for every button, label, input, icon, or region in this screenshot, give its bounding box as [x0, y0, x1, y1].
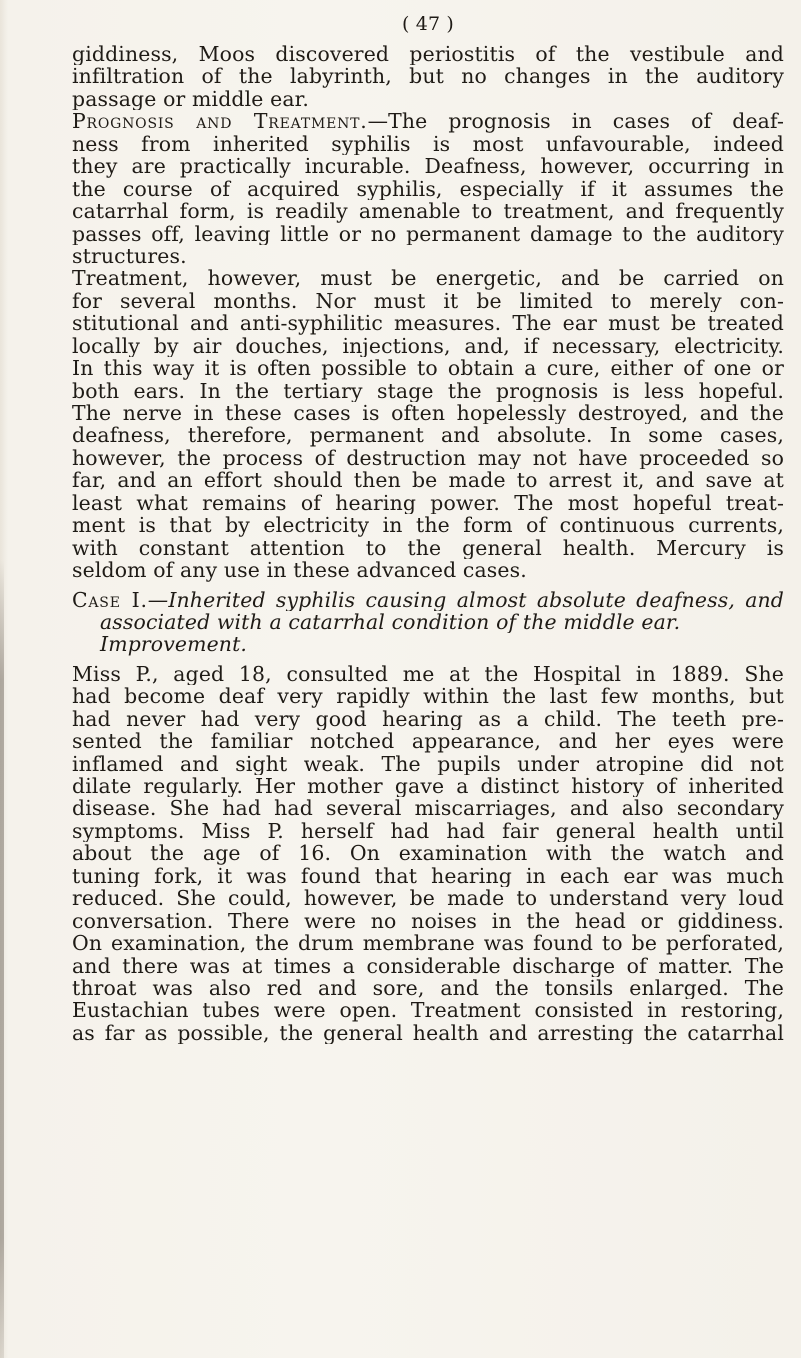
text-span: —The prognosis in cases of deaf-	[367, 110, 784, 133]
case-title: Improvement.	[100, 633, 248, 656]
text-line: for several months. Nor must it be limited to merely con-	[72, 289, 784, 313]
text-line: they are practically incurable. Deafness, however, occurring in	[72, 155, 784, 178]
page-number: ( 47 )	[402, 13, 454, 35]
case-title: associated with a catarrhal condition of the middle ear.	[100, 610, 681, 634]
case-heading	[72, 589, 784, 656]
text-line: Treatment, however, must be energetic, and be carried on	[72, 267, 784, 290]
text-line: giddiness, Moos discovered periostitis of the vestibule and	[72, 43, 784, 66]
text-line: In this way it is often possible to obtain a cure, either of one or	[72, 357, 784, 380]
text-line: sented the familiar notched appearance, and her eyes were	[72, 730, 784, 753]
text-line: as far as possible, the general health and arresting the catarrhal	[72, 1021, 784, 1045]
section-heading: Prognosis and Treatment.	[72, 110, 368, 133]
paragraph-intro	[72, 43, 784, 110]
page-text	[72, 12, 784, 1044]
text-line: The nerve in these cases is often hopelessly destroyed, and the	[72, 402, 784, 425]
text-line: symptoms. Miss P. herself had had fair general health until	[72, 819, 784, 843]
text-line: passage or middle ear.	[72, 87, 309, 111]
text-line: about the age of 16. On examination with the watch and	[72, 842, 784, 865]
text-line: far, and an effort should then be made to arrest it, and save at	[72, 469, 784, 492]
text-line: dilate regularly. Her mother gave a distinct history of inherited	[72, 775, 784, 798]
text-line: had become deaf very rapidly within the last few months, but	[72, 685, 784, 708]
text-line: had never had very good hearing as a child. The teeth pre-	[72, 707, 784, 731]
text-line: passes off, leaving little or no permanent damage to the auditory	[72, 222, 784, 245]
text-line	[72, 611, 784, 633]
text-line: disease. She had had several miscarriages, and also secondary	[72, 797, 784, 820]
text-line	[72, 589, 784, 611]
text-line: tuning fork, it was found that hearing in each ear was much	[72, 864, 784, 888]
text-line: stitutional and anti-syphilitic measures. The ear must be treated	[72, 312, 784, 335]
text-line	[72, 110, 784, 132]
text-line: both ears. In the tertiary stage the prognosis is less hopeful.	[72, 379, 784, 402]
case-title: —Inherited syphilis causing almost absolute deafness, and	[147, 588, 784, 611]
text-line: least what remains of hearing power. The most hopeful treat-	[72, 491, 784, 515]
paragraph-gap	[72, 582, 784, 589]
text-line: conversation. There were no noises in the head or giddiness.	[72, 909, 784, 933]
text-line: infiltration of the labyrinth, but no changes in the auditory	[72, 65, 784, 88]
text-line: locally by air douches, injections, and, if necessary, electricity.	[72, 334, 784, 358]
case-label: Case I.	[72, 588, 148, 611]
text-line: with constant attention to the general health. Mercury is	[72, 536, 784, 560]
text-line: seldom of any use in these advanced cases.	[72, 559, 527, 582]
text-line: ness from inherited syphilis is most unfavourable, indeed	[72, 132, 784, 156]
text-line: throat was also red and sore, and the tonsils enlarged. The	[72, 976, 784, 1000]
text-line: On examination, the drum membrane was found to be perforated,	[72, 932, 784, 955]
text-line: catarrhal form, is readily amenable to treatment, and frequently	[72, 200, 784, 223]
text-line: reduced. She could, however, be made to understand very loud	[72, 887, 784, 910]
paragraph-treatment	[72, 267, 784, 581]
text-line: Miss P., aged 18, consulted me at the Hospital in 1889. She	[72, 662, 784, 686]
paragraph-prognosis	[72, 110, 784, 267]
paragraph-case-body	[72, 663, 784, 1044]
text-line: deafness, therefore, permanent and absolute. In some cases,	[72, 424, 784, 447]
text-line: and there was at times a considerable discharge of matter. The	[72, 954, 784, 977]
page-gutter-shadow	[0, 560, 4, 1358]
text-line: ment is that by electricity in the form of continuous currents,	[72, 514, 784, 537]
text-line: however, the process of destruction may not have proceeded so	[72, 446, 784, 470]
text-line: Eustachian tubes were open. Treatment consisted in restoring,	[72, 999, 784, 1022]
paragraph-gap	[72, 656, 784, 663]
text-line: the course of acquired syphilis, especially if it assumes the	[72, 177, 784, 201]
text-line: inflamed and sight weak. The pupils under atropine did not	[72, 752, 784, 775]
text-line: structures.	[72, 244, 187, 268]
text-line	[72, 633, 784, 655]
